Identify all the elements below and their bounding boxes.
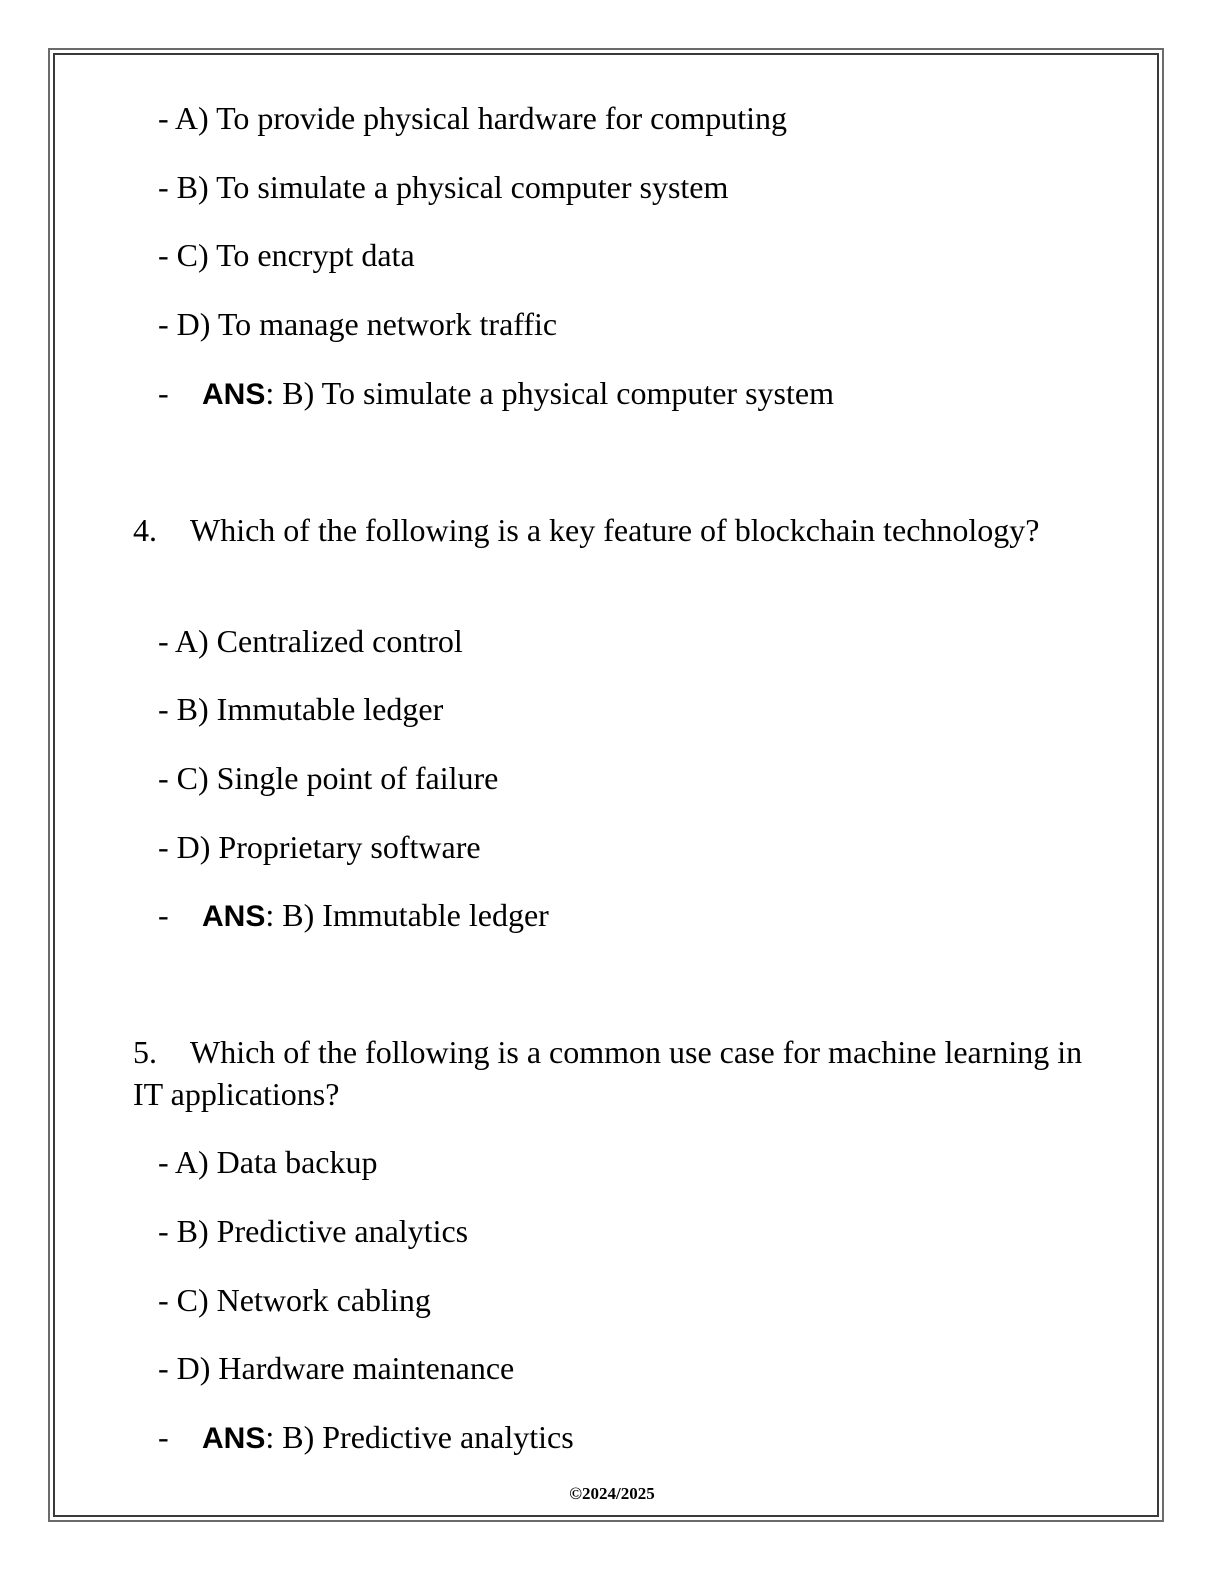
q4-answer <box>158 894 549 938</box>
q3-answer <box>158 372 834 416</box>
answer-text: : B) Immutable ledger <box>265 897 549 933</box>
q5-option-d: - D) Hardware maintenance <box>158 1350 515 1386</box>
question-text: Which of the following is a common use case for machine learning in IT applications? <box>133 1034 1083 1112</box>
question-number: 4. <box>133 512 157 548</box>
answer-text: : B) To simulate a physical computer system <box>265 375 834 411</box>
answer-dash: - <box>158 375 169 411</box>
answer-dash: - <box>158 897 169 933</box>
q4-option-c: - C) Single point of failure <box>158 760 499 796</box>
q5-option-c: - C) Network cabling <box>158 1282 431 1318</box>
q3-option-d: - D) To manage network traffic <box>158 306 558 342</box>
question-number: 5. <box>133 1034 157 1070</box>
question-4 <box>133 509 1093 551</box>
copyright-footer: ©2024/2025 <box>569 1484 655 1503</box>
q4-option-b: - B) Immutable ledger <box>158 691 444 727</box>
q4-option-a: - A) Centralized control <box>158 623 463 659</box>
q3-option-c: - C) To encrypt data <box>158 237 415 273</box>
q5-option-a: - A) Data backup <box>158 1144 378 1180</box>
answer-text: : B) Predictive analytics <box>265 1419 574 1455</box>
q3-option-b: - B) To simulate a physical computer system <box>158 169 729 205</box>
question-5 <box>133 1031 1093 1115</box>
question-text: Which of the following is a key feature of blockchain technology? <box>190 512 1040 548</box>
q5-answer <box>158 1416 574 1460</box>
answer-label: ANS <box>202 900 266 933</box>
q3-option-a: - A) To provide physical hardware for computing <box>158 100 787 136</box>
answer-dash: - <box>158 1419 169 1455</box>
q4-option-d: - D) Proprietary software <box>158 829 481 865</box>
answer-label: ANS <box>202 1422 266 1455</box>
answer-label: ANS <box>202 378 266 411</box>
q5-option-b: - B) Predictive analytics <box>158 1213 469 1249</box>
